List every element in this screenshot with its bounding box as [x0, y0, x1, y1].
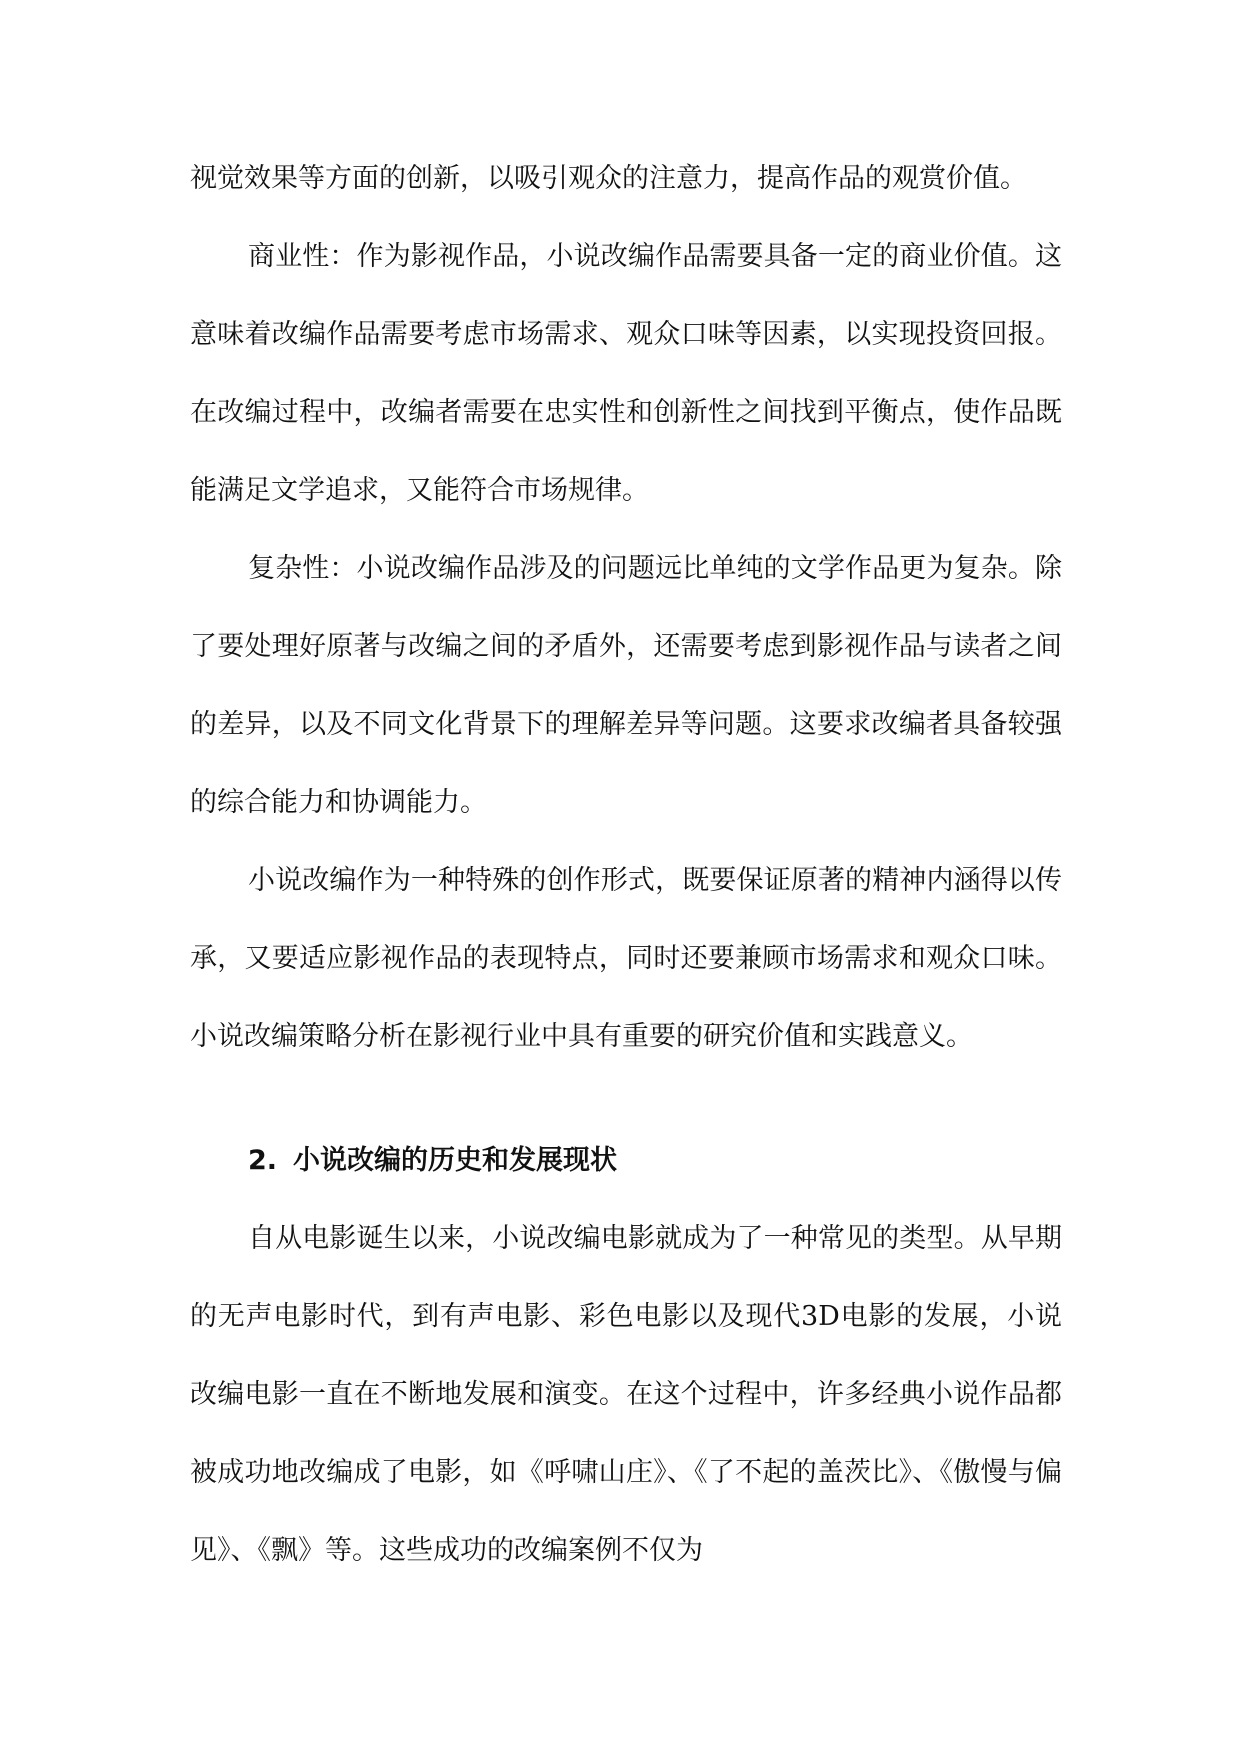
- section-heading: [190, 1122, 1062, 1200]
- paragraph-continuation: 视觉效果等方面的创新，以吸引观众的注意力，提高作品的观赏价值。: [190, 163, 1027, 194]
- document-page: [190, 140, 1062, 1590]
- paragraph-summary: 小说改编作为一种特殊的创作形式，既要保证原著的精神内涵得以传承，又要适应影视作品的表现特点，同时还要兼顾市场需求和观众口味。小说改编策略分析在影视行业中具有重要的研究价值和实践意义。: [190, 865, 1062, 1052]
- section-number: 2.: [248, 1145, 278, 1176]
- section-title: 小说改编的历史和发展现状: [293, 1145, 618, 1176]
- paragraph-complexity: 复杂性：小说改编作品涉及的问题远比单纯的文学作品更为复杂。除了要处理好原著与改编之间的矛盾外，还需要考虑到影视作品与读者之间的差异，以及不同文化背景下的理解差异等问题。这要求改编者具备较强的综合能力和协调能力。: [190, 553, 1062, 818]
- paragraph-commerciality: 商业性：作为影视作品，小说改编作品需要具备一定的商业价值。这意味着改编作品需要考虑市场需求、观众口味等因素，以实现投资回报。在改编过程中，改编者需要在忠实性和创新性之间找到平衡点，使作品既能满足文学追求，又能符合市场规律。: [190, 241, 1062, 506]
- paragraph-history: 自从电影诞生以来，小说改编电影就成为了一种常见的类型。从早期的无声电影时代，到有声电影、彩色电影以及现代3D电影的发展，小说改编电影一直在不断地发展和演变。在这个过程中，许多经典小说作品都被成功地改编成了电影，如《呼啸山庄》、《了不起的盖茨比》、《傲慢与偏见》、《飘》等。这些成功的改编案例不仅为: [190, 1223, 1062, 1566]
